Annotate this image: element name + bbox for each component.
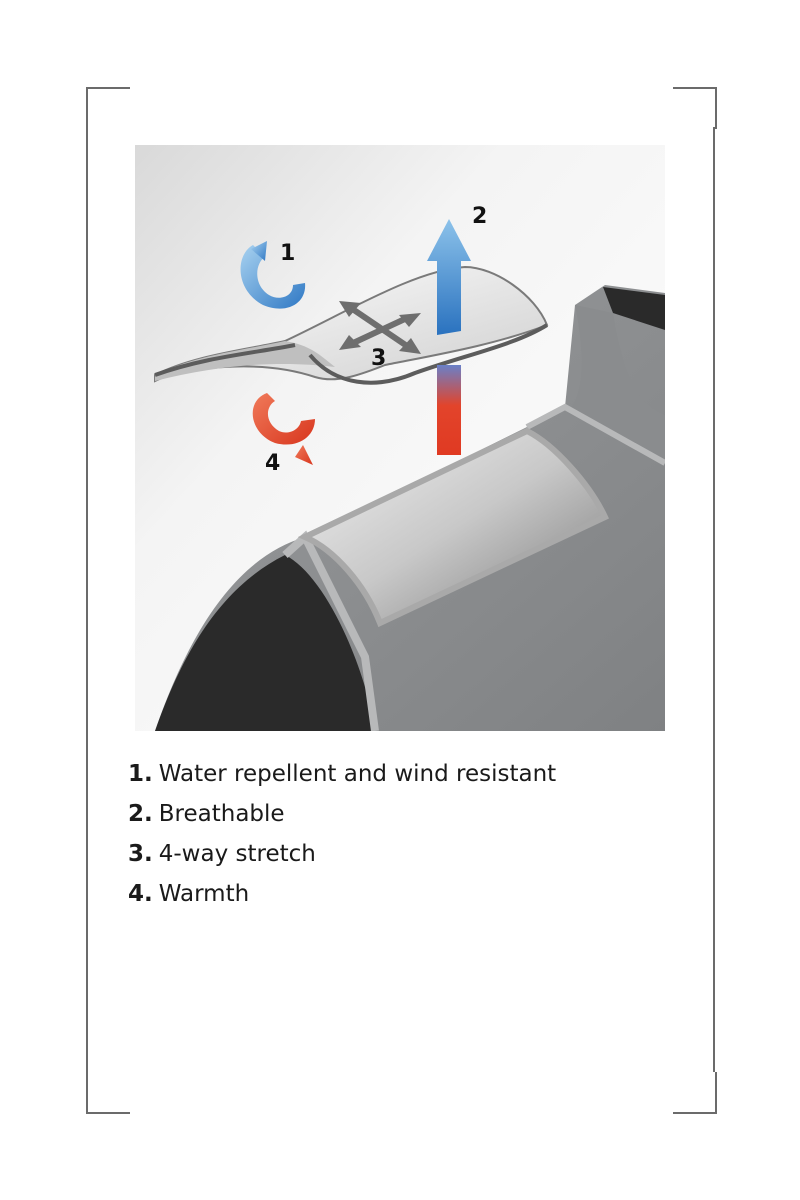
fabric-technology-illustration (135, 145, 665, 731)
label-1: 1 (280, 241, 296, 266)
frame-right-line (713, 127, 715, 1072)
frame-left-line (86, 127, 88, 1072)
feature-item-warmth (128, 876, 556, 916)
feature-number: 1. (128, 761, 153, 787)
feature-number: 2. (128, 801, 153, 827)
frame-corner-bottom-right (673, 1072, 717, 1114)
feature-item-breathable (128, 796, 556, 836)
label-3: 3 (371, 346, 387, 371)
feature-item-stretch (128, 836, 556, 876)
feature-text: Breathable (158, 801, 285, 827)
label-4: 4 (265, 451, 281, 476)
feature-text: Water repellent and wind resistant (158, 761, 557, 787)
label-2: 2 (472, 204, 488, 229)
feature-number: 4. (128, 881, 153, 907)
frame-corner-top-right (673, 87, 717, 129)
frame-corner-bottom-left (86, 1072, 130, 1114)
frame-corner-top-left (86, 87, 130, 129)
feature-text: Warmth (158, 881, 250, 907)
feature-text: 4-way stretch (158, 841, 316, 867)
feature-number: 3. (128, 841, 153, 867)
feature-item-water-repellent (128, 756, 556, 796)
feature-list (128, 756, 556, 916)
illustration-svg (135, 145, 665, 731)
